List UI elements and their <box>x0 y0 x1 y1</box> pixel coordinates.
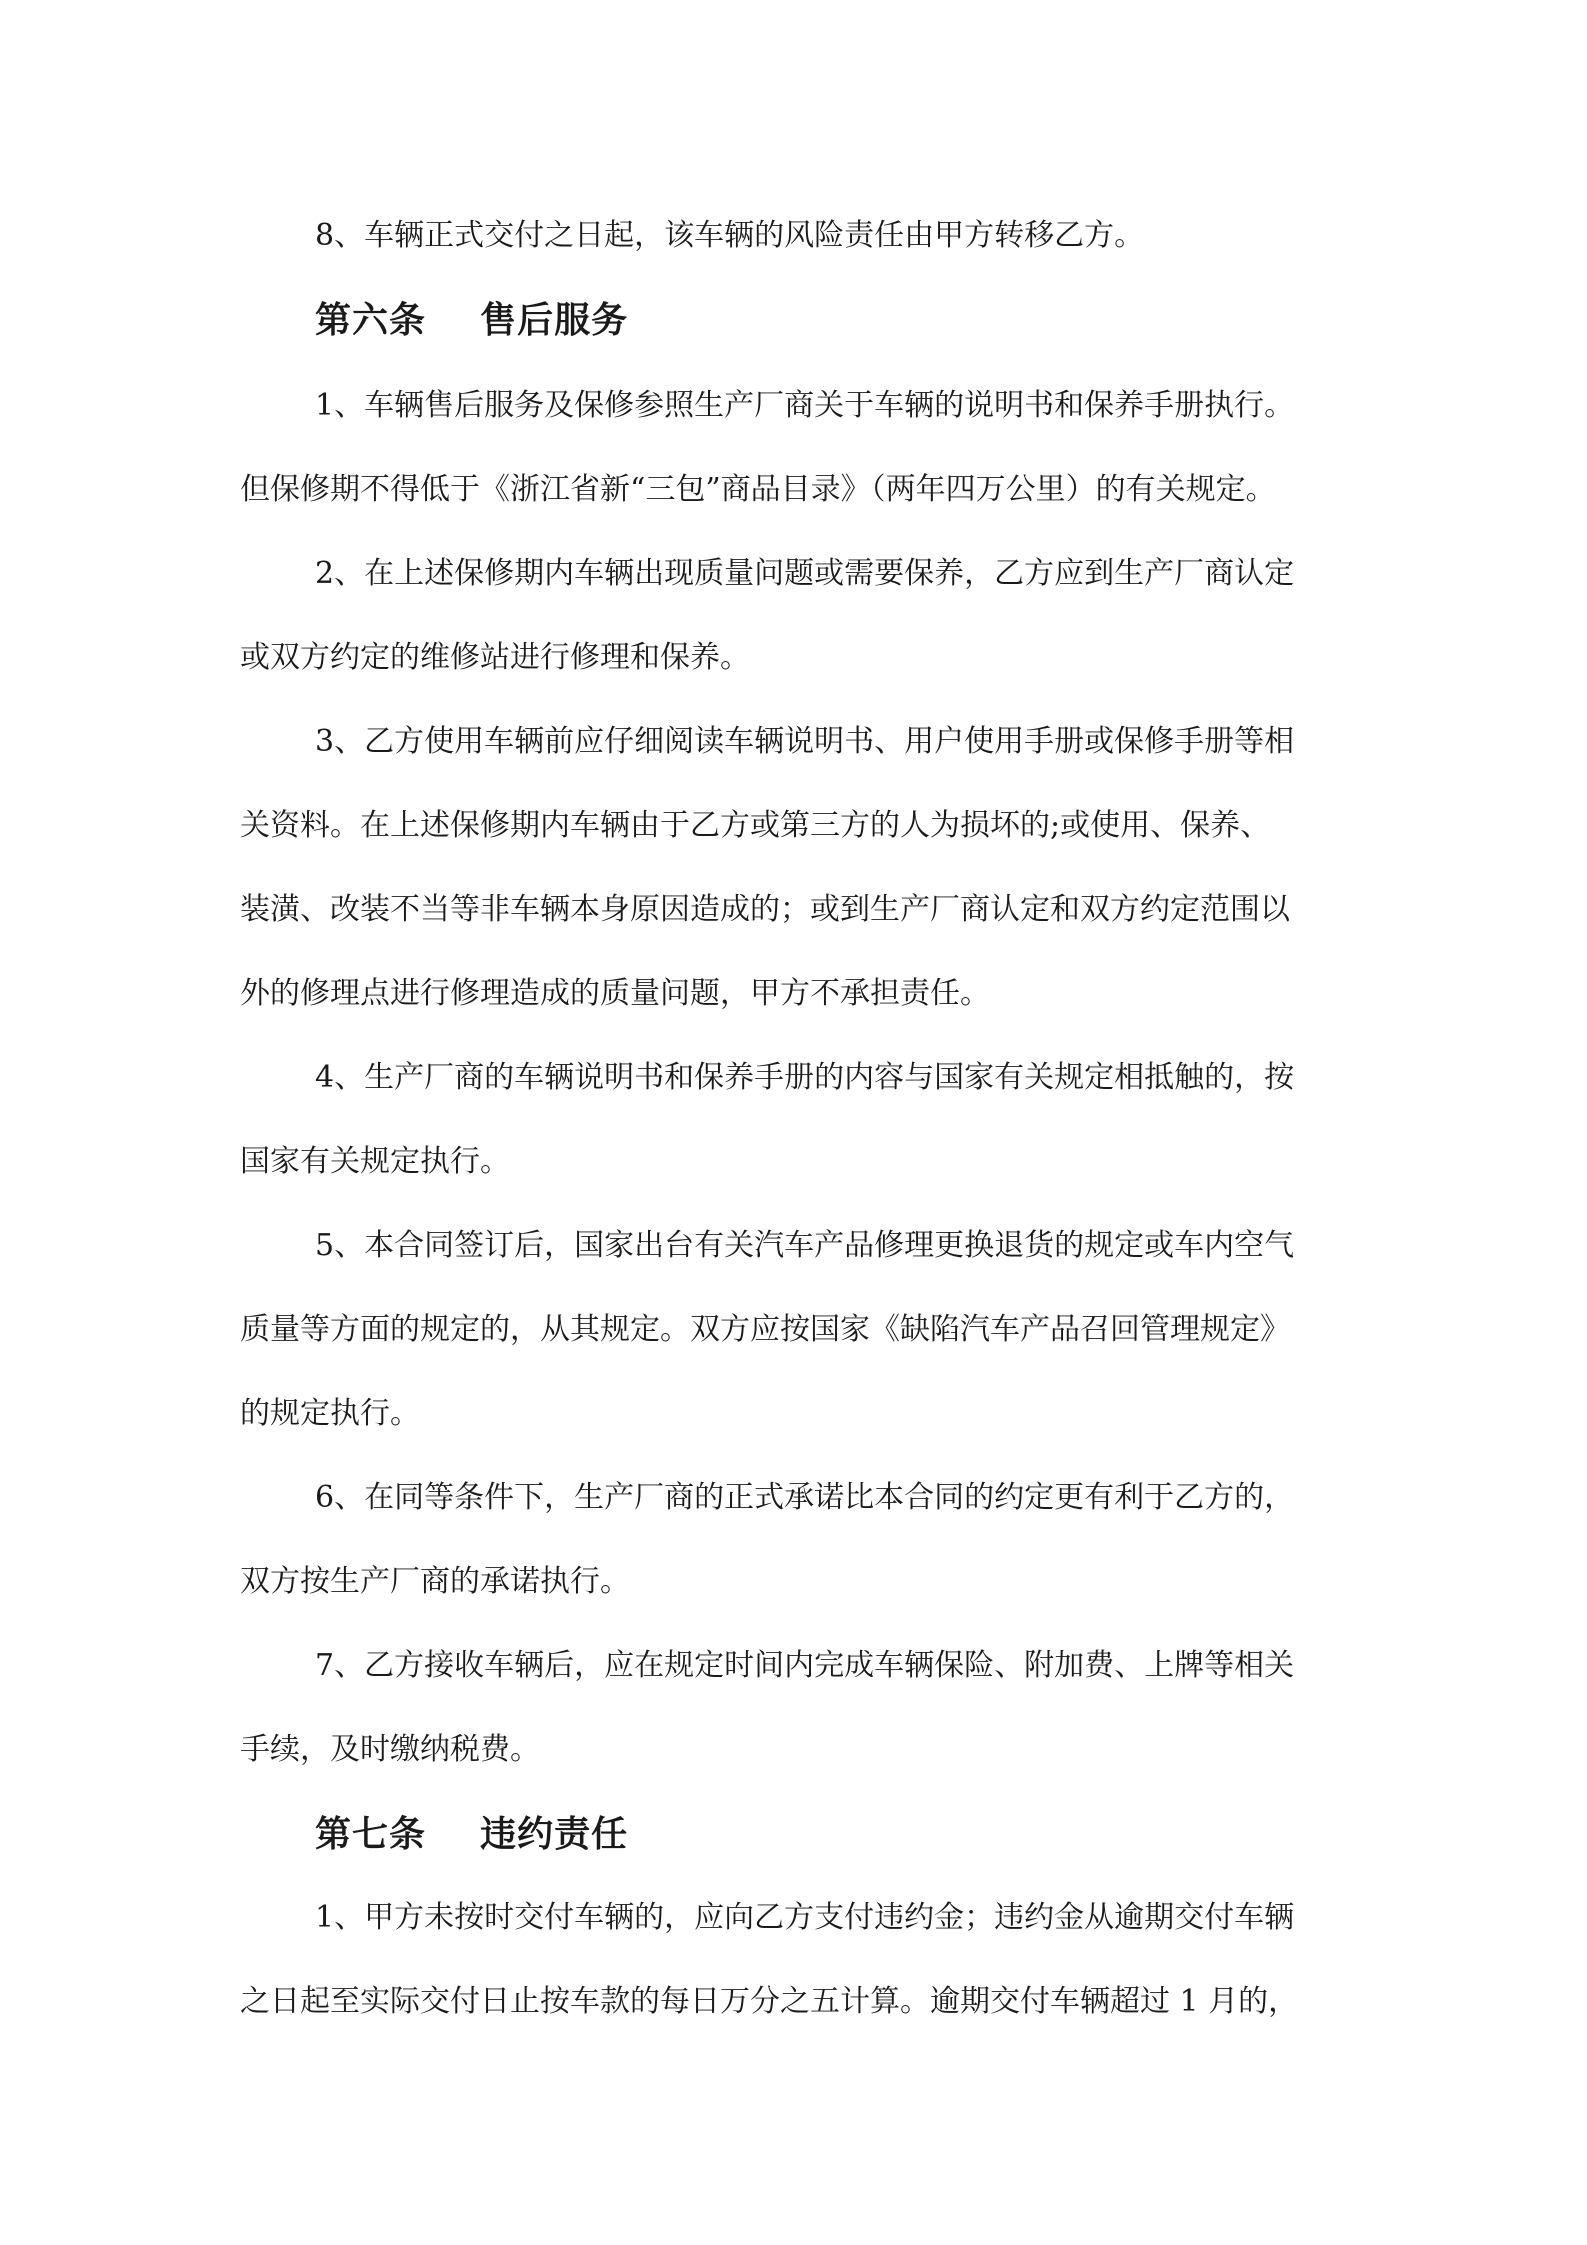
s6-line-9: 4、生产厂商的车辆说明书和保养手册的内容与国家有关规定相抵触的，按 <box>315 1060 1295 1095</box>
s6-line-12: 质量等方面的规定的，从其规定。双方应按国家《缺陷汽车产品召回管理规定》 <box>240 1312 1290 1347</box>
s6-line-11: 5、本合同签订后，国家出台有关汽车产品修理更换退货的规定或车内空气 <box>315 1228 1295 1263</box>
s6-line-6: 关资料。在上述保修期内车辆由于乙方或第三方的人为损坏的;或使用、保养、 <box>240 808 1271 843</box>
s6-line-1: 1、车辆售后服务及保修参照生产厂商关于车辆的说明书和保养手册执行。 <box>315 388 1295 423</box>
s6-line-10: 国家有关规定执行。 <box>240 1144 510 1179</box>
s6-line-8: 外的修理点进行修理造成的质量问题，甲方不承担责任。 <box>240 976 990 1011</box>
s6-line-2: 但保修期不得低于《浙江省新“三包”商品目录》（两年四万公里）的有关规定。 <box>240 472 1276 507</box>
s6-line-16: 7、乙方接收车辆后，应在规定时间内完成车辆保险、附加费、上牌等相关 <box>315 1648 1295 1683</box>
s6-line-14: 6、在同等条件下，生产厂商的正式承诺比本合同的约定更有利于乙方的， <box>315 1480 1295 1515</box>
s6-line-13: 的规定执行。 <box>240 1396 420 1431</box>
s6-line-3: 2、在上述保修期内车辆出现质量问题或需要保养，乙方应到生产厂商认定 <box>315 556 1295 591</box>
s7-line-2: 之日起至实际交付日止按车款的每日万分之五计算。逾期交付车辆超过 1 月的， <box>240 1984 1299 2019</box>
clause-8-risk-transfer: 8、车辆正式交付之日起，该车辆的风险责任由甲方转移乙方。 <box>315 218 1145 253</box>
s7-line-1: 1、甲方未按时交付车辆的，应向乙方支付违约金；违约金从逾期交付车辆 <box>315 1900 1295 1935</box>
s6-line-5: 3、乙方使用车辆前应仔细阅读车辆说明书、用户使用手册或保修手册等相 <box>315 724 1295 759</box>
s6-line-4: 或双方约定的维修站进行修理和保养。 <box>240 640 750 675</box>
s6-line-15: 双方按生产厂商的承诺执行。 <box>240 1564 630 1599</box>
s6-line-17: 手续，及时缴纳税费。 <box>240 1732 540 1767</box>
section-7-heading: 第七条 违约责任 <box>315 1813 629 1855</box>
section-6-heading: 第六条 售后服务 <box>315 299 629 341</box>
s6-line-7: 装潢、改装不当等非车辆本身原因造成的；或到生产厂商认定和双方约定范围以 <box>240 892 1290 927</box>
